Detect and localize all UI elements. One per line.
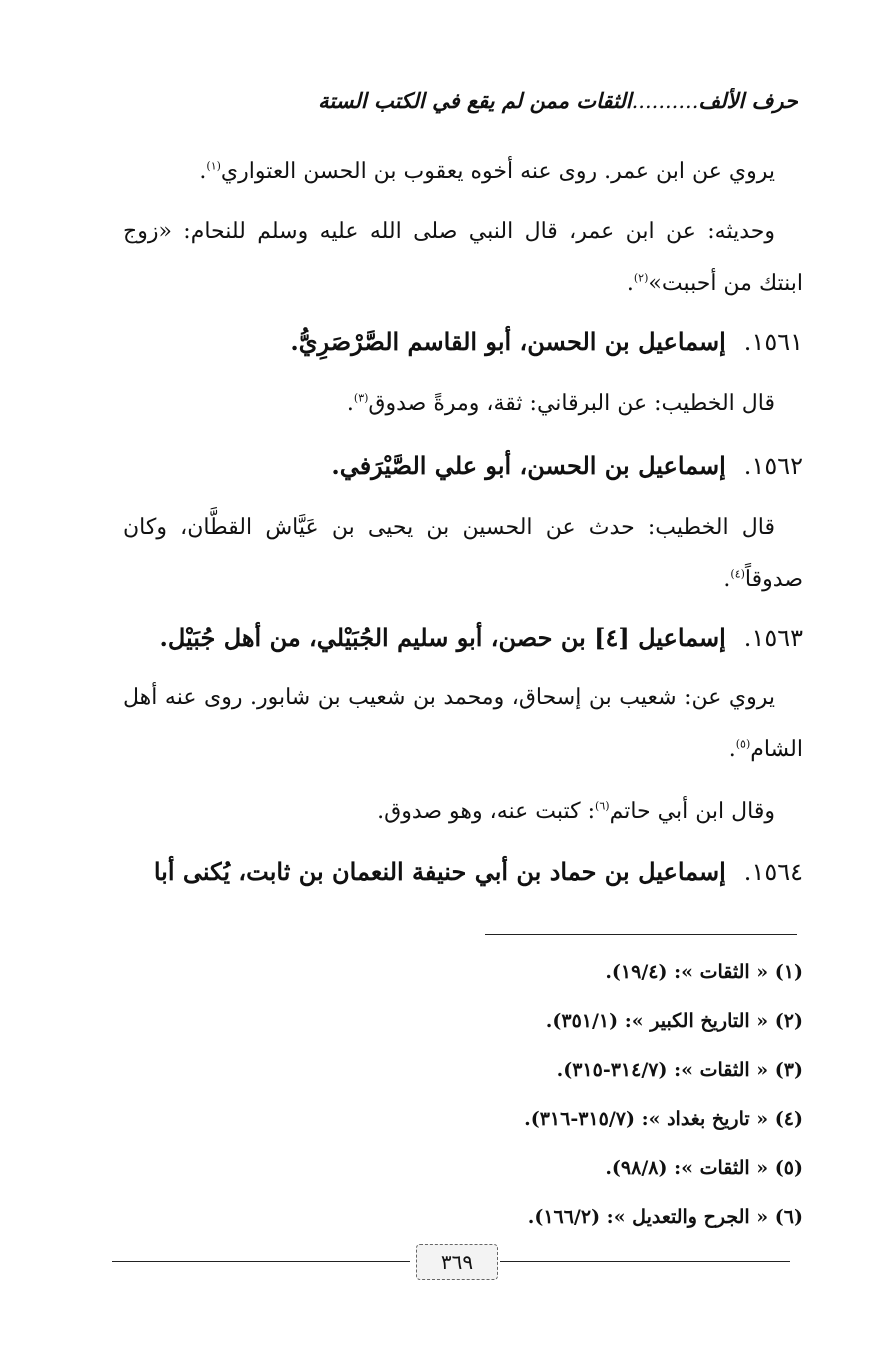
footnote-5: (٥) « الثقات »: (٩٨/٨). [605,1157,803,1179]
entry-1562-heading [113,446,803,486]
bottom-rule-left [112,1261,410,1262]
entry-name: إسماعيل بن الحسن، أبو القاسم الصَّرْصَرِيُّ. [290,327,726,356]
footnote-ref-4: (٤) [730,567,745,581]
entry-1563-heading [113,618,803,658]
entry-1563-text-2 [123,786,803,838]
running-header [140,88,798,124]
footnote-1: (١) « الثقات »: (١٩/٤). [605,961,803,983]
footnote-ref-5: (٥) [735,737,751,751]
footnote-ref-3: (٣) [353,391,369,405]
footnote-separator [485,934,797,935]
footnote-ref-1: (١) [206,159,221,173]
entry-1561-heading [113,322,803,362]
entry-number: ١٥٦١. [743,328,803,356]
paragraph-2: وحديثه: عن ابن عمر، قال النبي صلى الله عليه وسلم للنحام: «زوج ابنتك من أحببت»$^{(٢)}$. [123,219,803,296]
entry-1562-text: قال الخطيب: حدث عن الحسين بن يحيى بن عَيَّاش القطَّان، وكان صدوقاً$^{(٤)}$. [123,515,803,592]
entry-number: ١٥٦٢. [743,452,803,480]
footnote-4: (٤) « تاريخ بغداد »: (٣١٥/٧-٣١٦). [524,1108,803,1130]
entry-text: قال الخطيب: حدث عن الحسين بن يحيى بن عَيَّاش القطَّان، وكان صدوقاً [123,515,803,592]
entry-number: ١٥٦٣. [743,624,803,652]
entry-text: قال الخطيب: عن البرقاني: ثقة، ومرةً صدوق [368,391,775,416]
footnote-6: (٦) « الجرح والتعديل »: (١٦٦/٢). [527,1206,803,1228]
paragraph-1: يروي عن ابن عمر. روى عنه أخوه يعقوب بن الحسن العتواري$^{(١)}$. [199,159,775,184]
header-chapter: حرف الألف [698,88,798,113]
paragraph-2-text: وحديثه: عن ابن عمر، قال النبي صلى الله عليه وسلم للنحام: «زوج ابنتك من أحببت» [123,219,803,296]
entry-1564-heading [91,852,803,892]
bottom-rule-right [500,1261,790,1262]
header-dots: .......... [631,89,699,113]
entry-number: ١٥٦٤. [743,858,803,886]
entry-name: إسماعيل بن الحسن، أبو علي الصَّيْرَفي. [331,451,726,480]
entry-1563-text: يروي عن: شعيب بن إسحاق، ومحمد بن شعيب بن شابور. روى عنه أهل الشام$^{(٥)}$. [123,685,803,762]
footnote-2: (٢) « التاريخ الكبير »: (٣٥١/١). [545,1010,803,1032]
page-number: ٣٦٩ [416,1244,498,1280]
footnote-ref-2: (٢) [633,271,649,285]
entry-text-2-rest: : كتبت عنه، وهو صدوق. [377,799,596,824]
footnote-3: (٣) « الثقات »: (٣١٤/٧-٣١٥). [556,1059,803,1081]
header-book-title: الثقات ممن لم يقع في الكتب الستة [318,88,632,113]
entry-text: يروي عن: شعيب بن إسحاق، ومحمد بن شعيب بن شابور. روى عنه أهل الشام [123,685,803,762]
entry-text-2: وقال ابن أبي حاتم [609,799,775,824]
paragraph-1-text: يروي عن ابن عمر. روى عنه أخوه يعقوب بن الحسن العتواري [220,159,775,184]
entry-1561-text: قال الخطيب: عن البرقاني: ثقة، ومرةً صدوق$^{(٣)}$. [346,391,775,416]
footnotes-list [103,948,803,1242]
footnote-ref-6: (٦) [595,799,610,813]
entry-name: إسماعيل [٤] بن حصن، أبو سليم الجُبَيْلي، من أهل جُبَيْل. [159,623,726,652]
entry-name: إسماعيل بن حماد بن أبي حنيفة النعمان بن ثابت، يُكنى أبا [153,857,726,886]
